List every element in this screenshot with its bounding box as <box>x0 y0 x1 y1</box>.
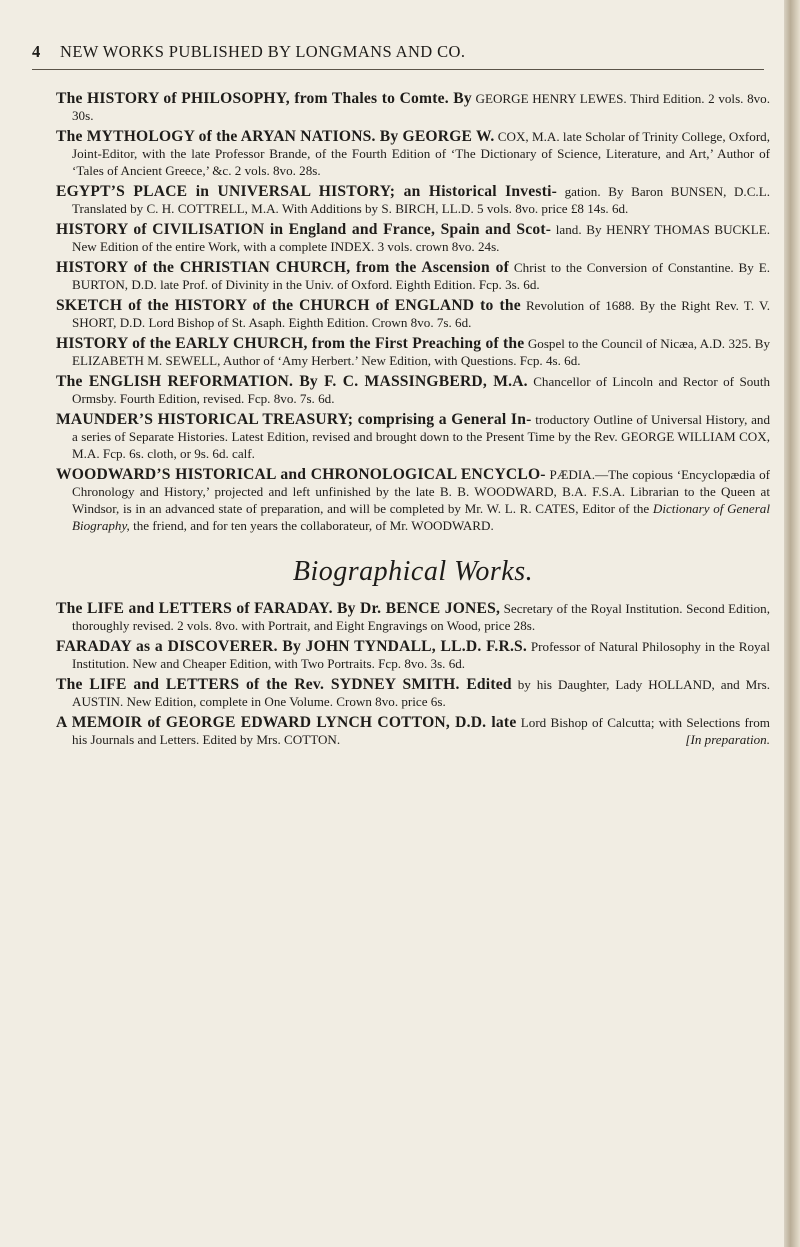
list-item: HISTORY of the EARLY CHURCH, from the First Preaching of the Gospel to the Council of Nicæa, A.D. 325. By ELIZABETH M. SEWELL, Author of ‘Amy Herbert.’ New Edition, with Questions. Fcp. 4s. 6d. <box>56 335 770 368</box>
list-item: SKETCH of the HISTORY of the CHURCH of ENGLAND to the Revolution of 1688. By the Right Rev. T. V. SHORT, D.D. Lord Bishop of St. Asaph. Eighth Edition. Crown 8vo. 7s. 6d. <box>56 297 770 330</box>
list-item: The ENGLISH REFORMATION. By F. C. MASSINGBERD, M.A. Chancellor of Lincoln and Rector of South Ormsby. Fourth Edition, revised. Fcp. 8vo. 7s. 6d. <box>56 373 771 406</box>
page-edge <box>784 0 800 1247</box>
list-item: The LIFE and LETTERS of the Rev. SYDNEY SMITH. Edited by his Daughter, Lady HOLLAND, and Mrs. AUSTIN. New Edition, complete in One Volume. Crown 8vo. price 6s. <box>56 676 770 709</box>
page-number: 4 <box>32 42 41 61</box>
running-title: NEW WORKS PUBLISHED BY LONGMANS AND CO. <box>60 42 466 61</box>
header-rule <box>32 69 764 70</box>
list-item: HISTORY of the CHRISTIAN CHURCH, from the Ascension of Christ to the Conversion of Constantine. By E. BURTON, D.D. late Prof. of Divinity in the Univ. of Oxford. Eighth Edition. Fcp. 3s. 6d. <box>56 259 770 292</box>
list-item: The HISTORY of PHILOSOPHY, from Thales to Comte. By GEORGE HENRY LEWES. Third Edition. 2 vols. 8vo. 30s. <box>56 90 770 123</box>
list-item: EGYPT’S PLACE in UNIVERSAL HISTORY; an Historical Investi- gation. By Baron BUNSEN, D.C.L. Translated by C. H. COTTRELL, M.A. With Additions by S. BIRCH, LL.D. 5 vols. 8vo. price £8 14s. 6d. <box>56 183 770 216</box>
catalogue-page <box>56 90 770 752</box>
list-item: HISTORY of CIVILISATION in England and France, Spain and Scot- land. By HENRY THOMAS BUCKLE. New Edition of the entire Work, with a complete INDEX. 3 vols. crown 8vo. 24s. <box>56 221 770 254</box>
list-item: The MYTHOLOGY of the ARYAN NATIONS. By GEORGE W. COX, M.A. late Scholar of Trinity College, Oxford, Joint-Editor, with the late Professor Brande, of the Fourth Edition of ‘The Dictionary of Science, Literature, and Art,’ Author of ‘Tales of Ancient Greece,’ &c. 2 vols. 8vo. 28s. <box>56 128 770 178</box>
list-item: MAUNDER’S HISTORICAL TREASURY; comprising a General In- troductory Outline of Universal History, and a series of Separate Histories. Latest Edition, revised and brought down to the Present Time by the Rev. GEORGE WILLIAM COX, M.A. Fcp. 6s. cloth, or 9s. 6d. calf. <box>56 411 770 461</box>
list-item: A MEMOIR of GEORGE EDWARD LYNCH COTTON, D.D. late Lord Bishop of Calcutta; with Selections from his Journals and Letters. Edited by Mrs. COTTON. [In preparation. <box>56 714 770 747</box>
preparation-note: [In preparation. <box>685 732 770 747</box>
list-item: FARADAY as a DISCOVERER. By JOHN TYNDALL, LL.D. F.R.S. Professor of Natural Philosophy in the Royal Institution. New and Cheaper Edition, with Two Portraits. Fcp. 8vo. 3s. 6d. <box>56 638 770 671</box>
list-item: The LIFE and LETTERS of FARADAY. By Dr. BENCE JONES, Secretary of the Royal Institution. Second Edition, thoroughly revised. 2 vols. 8vo. with Portrait, and Eight Engravings on Wood, price 28s. <box>56 600 770 633</box>
list-item: WOODWARD’S HISTORICAL and CHRONOLOGICAL ENCYCLO- PÆDIA.—The copious ‘Encyclopædia of Chronology and History,’ projected and left unfinished by the late B. B. WOODWARD, B.A. F.S.A. Librarian to the Queen at Windsor, is in an advanced state of preparation, and will be completed by Mr. W. L. R. CATES, Editor of the Dictionary of General Biography, the friend, and for ten years the collaborateur, of Mr. WOODWARD. <box>56 466 770 533</box>
section-title: Biographical Works. <box>292 556 534 587</box>
